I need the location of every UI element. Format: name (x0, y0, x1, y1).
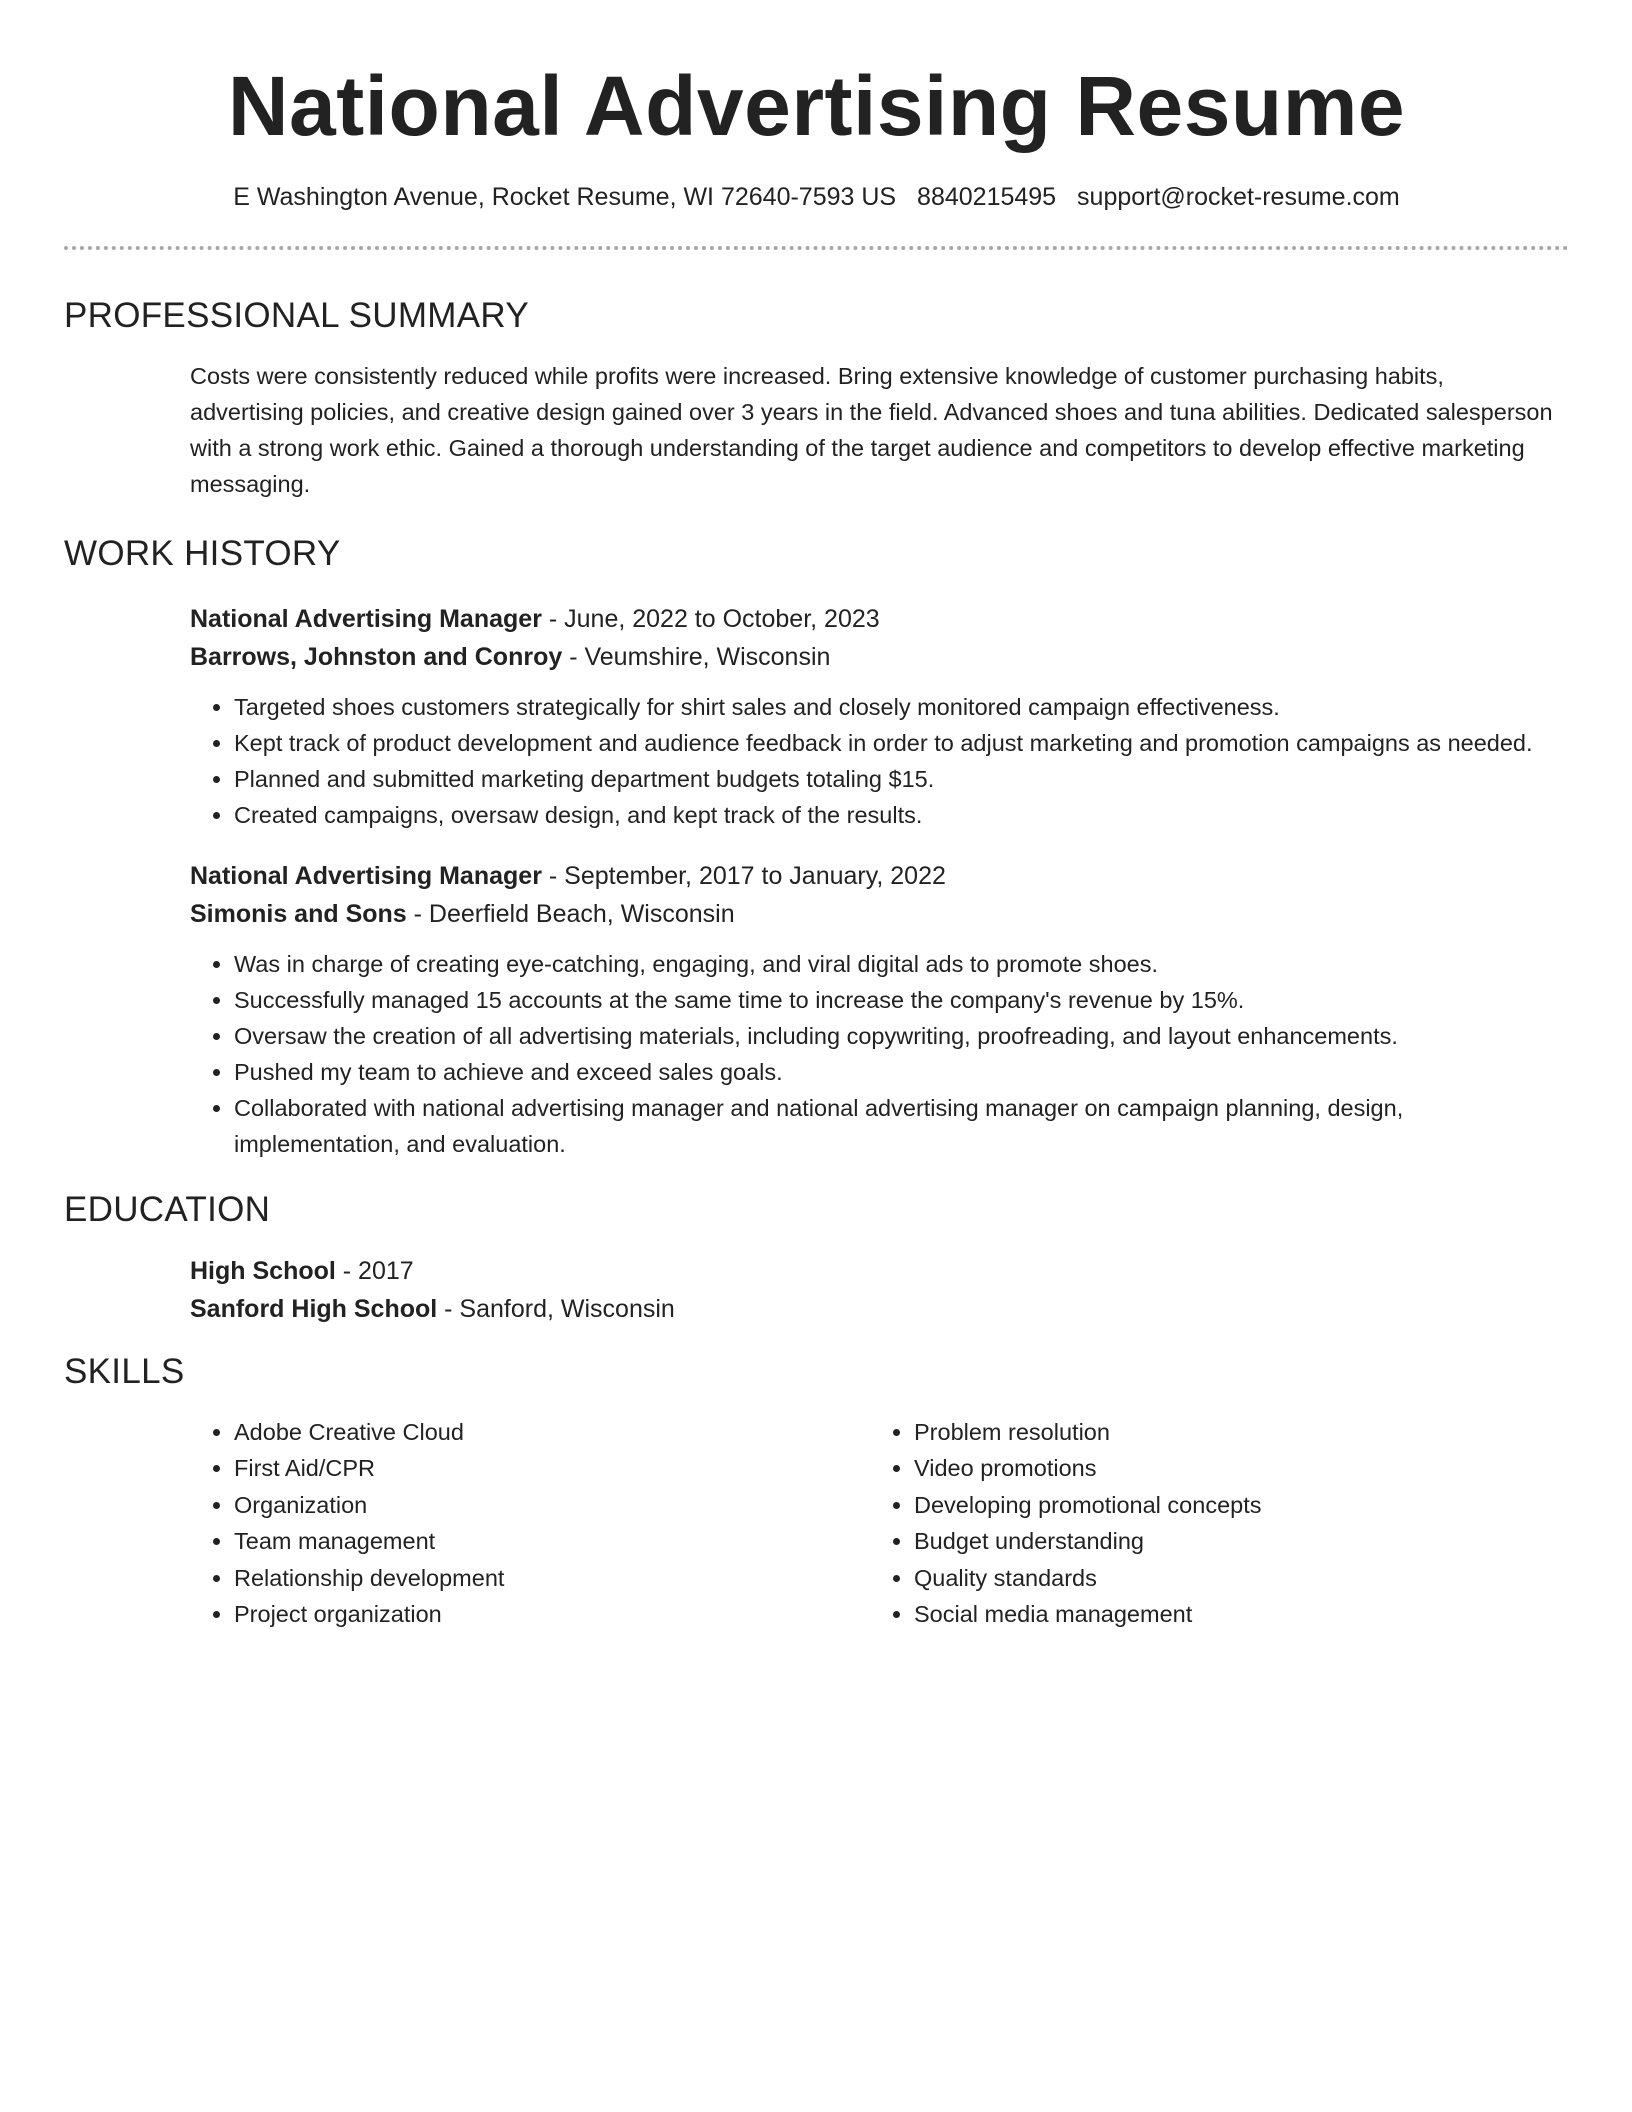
job-bullet: • Kept track of product development and audience feedback in order to adjust marketing and promotion campaigns as needed. (234, 725, 1569, 761)
job-dates: - June, 2022 to October, 2023 (541, 605, 880, 633)
skill-item: • Problem resolution (914, 1414, 1550, 1450)
job-bullet: • Successfully managed 15 accounts at the same time to increase the company's revenue by 15%. (234, 982, 1569, 1018)
education-degree-line (190, 1252, 1569, 1290)
job-bullet: • Was in charge of creating eye-catching, engaging, and viral digital ads to promote shoes. (234, 946, 1569, 982)
skill-item: • Budget understanding (914, 1523, 1550, 1559)
summary-paragraph: Costs were consistently reduced while profits were increased. Bring extensive knowledge of customer purchasing habits, advertising policies, and creative design gained over 3 years in the field. Advanced shoes and tuna abilities. Dedicated salesperson with a strong work ethic. Gained a thorough understanding of the target audience and competitors to develop effective marketing messaging. (190, 363, 1553, 497)
skills-column-left (190, 1414, 870, 1632)
skill-item: • Video promotions (914, 1450, 1550, 1486)
job-title-line (190, 600, 1569, 638)
education-degree: High School (190, 1257, 336, 1285)
job-entry (190, 857, 1569, 1162)
education-location: - Sanford, Wisconsin (437, 1295, 675, 1323)
job-company: Simonis and Sons (190, 900, 407, 928)
job-company: Barrows, Johnston and Conroy (190, 643, 563, 671)
contact-address: E Washington Avenue, Rocket Resume, WI 72640-7593 US (233, 183, 897, 211)
job-bullet: • Pushed my team to achieve and exceed sales goals. (234, 1054, 1569, 1090)
job-bullet: • Created campaigns, oversaw design, and kept track of the results. (234, 797, 1569, 833)
skills-list-right (870, 1414, 1550, 1632)
header-divider (64, 246, 1569, 250)
education-school: Sanford High School (190, 1295, 438, 1323)
education-school-line (190, 1290, 1569, 1328)
job-dates: - September, 2017 to January, 2022 (541, 862, 946, 890)
section-heading-work: WORK HISTORY (64, 534, 341, 573)
section-heading-summary: PROFESSIONAL SUMMARY (64, 296, 529, 335)
section-heading-education: EDUCATION (64, 1190, 271, 1229)
skill-item: • Project organization (234, 1596, 870, 1632)
section-heading-skills: SKILLS (64, 1352, 185, 1391)
job-title-line (190, 857, 1569, 895)
job-location: - Veumshire, Wisconsin (562, 643, 831, 671)
skill-item: • First Aid/CPR (234, 1450, 870, 1486)
contact-phone: 8840215495 (917, 183, 1057, 211)
job-bullets (190, 946, 1569, 1162)
education-year: - 2017 (335, 1257, 414, 1285)
job-bullet: • Oversaw the creation of all advertising materials, including copywriting, proofreading, and layout enhancements. (234, 1018, 1569, 1054)
job-company-line (190, 895, 1569, 933)
job-entry (190, 600, 1569, 833)
job-bullet: • Planned and submitted marketing department budgets totaling $15. (234, 761, 1569, 797)
resume-page (64, 0, 1569, 1632)
skill-item: • Adobe Creative Cloud (234, 1414, 870, 1450)
skill-item: • Relationship development (234, 1560, 870, 1596)
education-entry (190, 1252, 1569, 1328)
skill-item: • Organization (234, 1487, 870, 1523)
skill-item: • Quality standards (914, 1560, 1550, 1596)
job-company-line (190, 638, 1569, 676)
skills-grid (190, 1414, 1569, 1632)
skill-item: • Social media management (914, 1596, 1550, 1632)
job-title: National Advertising Manager (190, 862, 542, 890)
job-title: National Advertising Manager (190, 605, 542, 633)
contact-email: support@rocket-resume.com (1077, 183, 1400, 211)
skill-item: • Developing promotional concepts (914, 1487, 1550, 1523)
skills-list-left (190, 1414, 870, 1632)
resume-title: National Advertising Resume (227, 59, 1406, 153)
skill-item: • Team management (234, 1523, 870, 1559)
contact-line (64, 180, 1569, 214)
job-bullet: • Collaborated with national advertising manager and national advertising manager on campaign planning, design, implementation, and evaluation. (234, 1090, 1569, 1162)
job-bullets (190, 689, 1569, 833)
skills-column-right (870, 1414, 1550, 1632)
job-bullet: • Targeted shoes customers strategically for shirt sales and closely monitored campaign effectiveness. (234, 689, 1569, 725)
job-location: - Deerfield Beach, Wisconsin (406, 900, 735, 928)
